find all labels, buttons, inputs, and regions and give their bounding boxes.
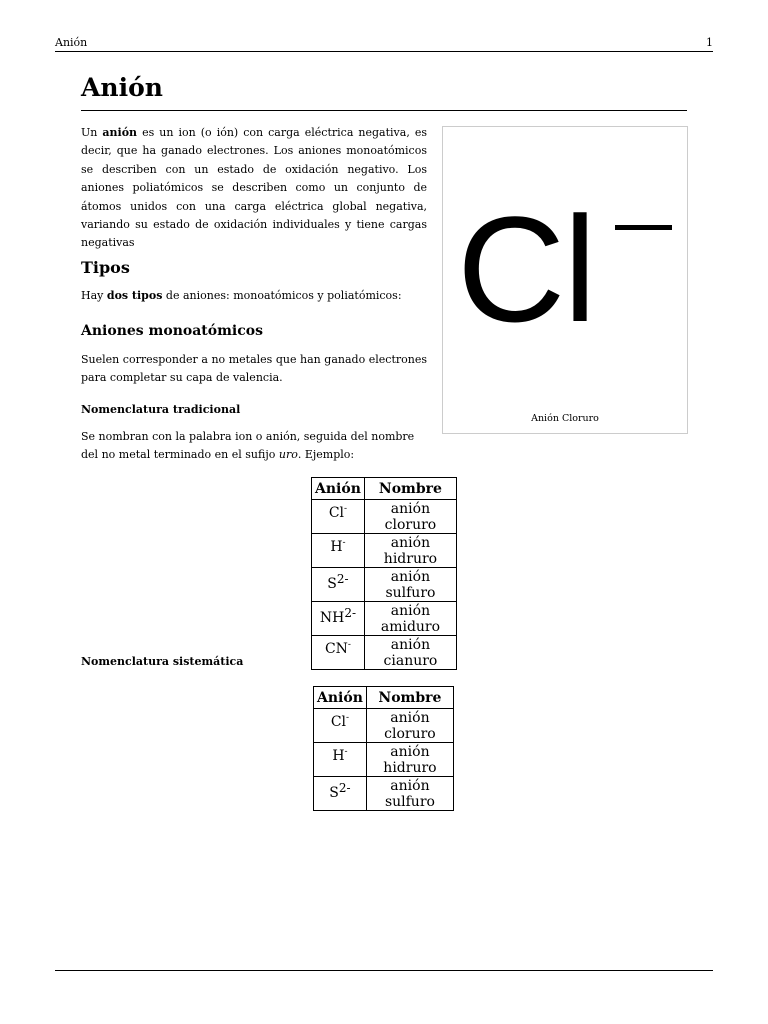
- anion-cell: [312, 568, 365, 602]
- header-rule: [55, 51, 713, 52]
- anion-symbol: H: [330, 539, 343, 555]
- tradicional-pre: Se nombran con la palabra ion o anión, seguida del nombre del no metal terminado en el sufijo: [81, 430, 415, 462]
- anion-charge: -: [344, 747, 348, 757]
- anion-charge: -: [346, 713, 350, 723]
- column-header-nombre: Nombre: [366, 687, 453, 709]
- tradicional-post: . Ejemplo:: [297, 448, 355, 462]
- anion-charge: 2-: [338, 781, 351, 795]
- anion-name-cell: [364, 602, 456, 636]
- anion-charge: 2-: [336, 572, 349, 586]
- anion-charge: 2-: [344, 606, 357, 620]
- section-heading-tipos: Tipos: [81, 258, 130, 277]
- column-header-anion: Anión: [314, 687, 367, 709]
- anion-name: anión cloruro: [384, 710, 436, 742]
- table-row: [312, 568, 457, 602]
- anion-name-cell: [366, 743, 453, 777]
- tipos-paragraph: [81, 287, 427, 305]
- table-sistematica: [313, 686, 454, 811]
- anion-name: anión hidruro: [383, 744, 437, 776]
- table-row: [312, 534, 457, 568]
- anion-name-cell: [364, 636, 456, 670]
- figure-chloride: [442, 126, 688, 434]
- tipos-bold: dos tipos: [106, 289, 163, 302]
- anion-cell: [312, 500, 365, 534]
- anion-name: anión cloruro: [384, 501, 437, 533]
- anion-name: anión amiduro: [380, 603, 441, 635]
- intro-bold-term: anión: [102, 126, 138, 139]
- anion-cell: [312, 534, 365, 568]
- tipos-post: de aniones: monoatómicos y poliatómicos:: [162, 289, 402, 302]
- column-header-anion: Anión: [312, 478, 365, 500]
- table-row: [314, 777, 454, 811]
- anion-charge: -: [347, 640, 351, 650]
- footer-rule: [55, 970, 713, 971]
- anion-symbol: S: [329, 785, 339, 801]
- anion-symbol: Cl: [328, 505, 345, 521]
- table-row: [312, 500, 457, 534]
- column-header-nombre: Nombre: [364, 478, 456, 500]
- anion-cell: [314, 743, 367, 777]
- anion-name-cell: [364, 500, 456, 534]
- anion-symbol: NH: [319, 610, 345, 626]
- tipos-pre: Hay: [81, 289, 107, 302]
- table-row: [314, 709, 454, 743]
- anion-cell: [312, 602, 365, 636]
- intro-paragraph: [81, 124, 427, 253]
- table-row: [312, 602, 457, 636]
- anion-charge: -: [344, 504, 348, 514]
- chloride-formula: Cl: [457, 185, 595, 353]
- anion-name-cell: [364, 568, 456, 602]
- intro-post: es un ion (o ión) con carga eléctrica negativa, es decir, que ha ganado electrones. Los aniones monoatómicos se describen con un estado de oxidación negativo. Los aniones poliatómicos se describen como un conjunto de átomos unidos con una carga eléctrica global negativa, variando su estado de oxidación individuales y tiene cargas negativas: [81, 126, 428, 250]
- anion-name: anión sulfuro: [385, 569, 436, 601]
- page-number: 1: [706, 36, 713, 49]
- tradicional-suffix: uro: [278, 448, 298, 462]
- anion-symbol: Cl: [330, 714, 347, 730]
- anion-symbol: CN: [324, 641, 348, 657]
- anion-name: anión cianuro: [383, 637, 438, 669]
- anion-symbol: H: [332, 748, 345, 764]
- page-title: Anión: [81, 73, 163, 102]
- negative-charge-mark: [615, 225, 672, 230]
- anion-name-cell: [366, 709, 453, 743]
- running-header-title: Anión: [55, 36, 88, 49]
- table-row: [312, 636, 457, 670]
- anion-name-cell: [366, 777, 453, 811]
- title-rule: [81, 110, 687, 111]
- intro-pre: Un: [81, 126, 103, 139]
- anion-charge: -: [342, 538, 346, 548]
- section-heading-sistematica: Nomenclatura sistemática: [81, 655, 244, 668]
- anion-symbol: S: [327, 576, 337, 592]
- table-row: [314, 743, 454, 777]
- anion-cell: [312, 636, 365, 670]
- anion-cell: [314, 709, 367, 743]
- figure-caption: Anión Cloruro: [531, 413, 599, 424]
- table-header-row: [314, 687, 454, 709]
- running-header: [55, 36, 713, 52]
- anion-name: anión hidruro: [383, 535, 438, 567]
- section-heading-monoatomicos: Aniones monoatómicos: [81, 323, 263, 339]
- table-header-row: [312, 478, 457, 500]
- tradicional-paragraph: [81, 428, 427, 465]
- anion-cell: [314, 777, 367, 811]
- anion-name: anión sulfuro: [384, 778, 435, 810]
- monoatomicos-paragraph: Suelen corresponder a no metales que han ganado electrones para completar su capa de valencia.: [81, 353, 427, 385]
- section-heading-tradicional: Nomenclatura tradicional: [81, 403, 241, 416]
- table-tradicional: [311, 477, 457, 670]
- anion-name-cell: [364, 534, 456, 568]
